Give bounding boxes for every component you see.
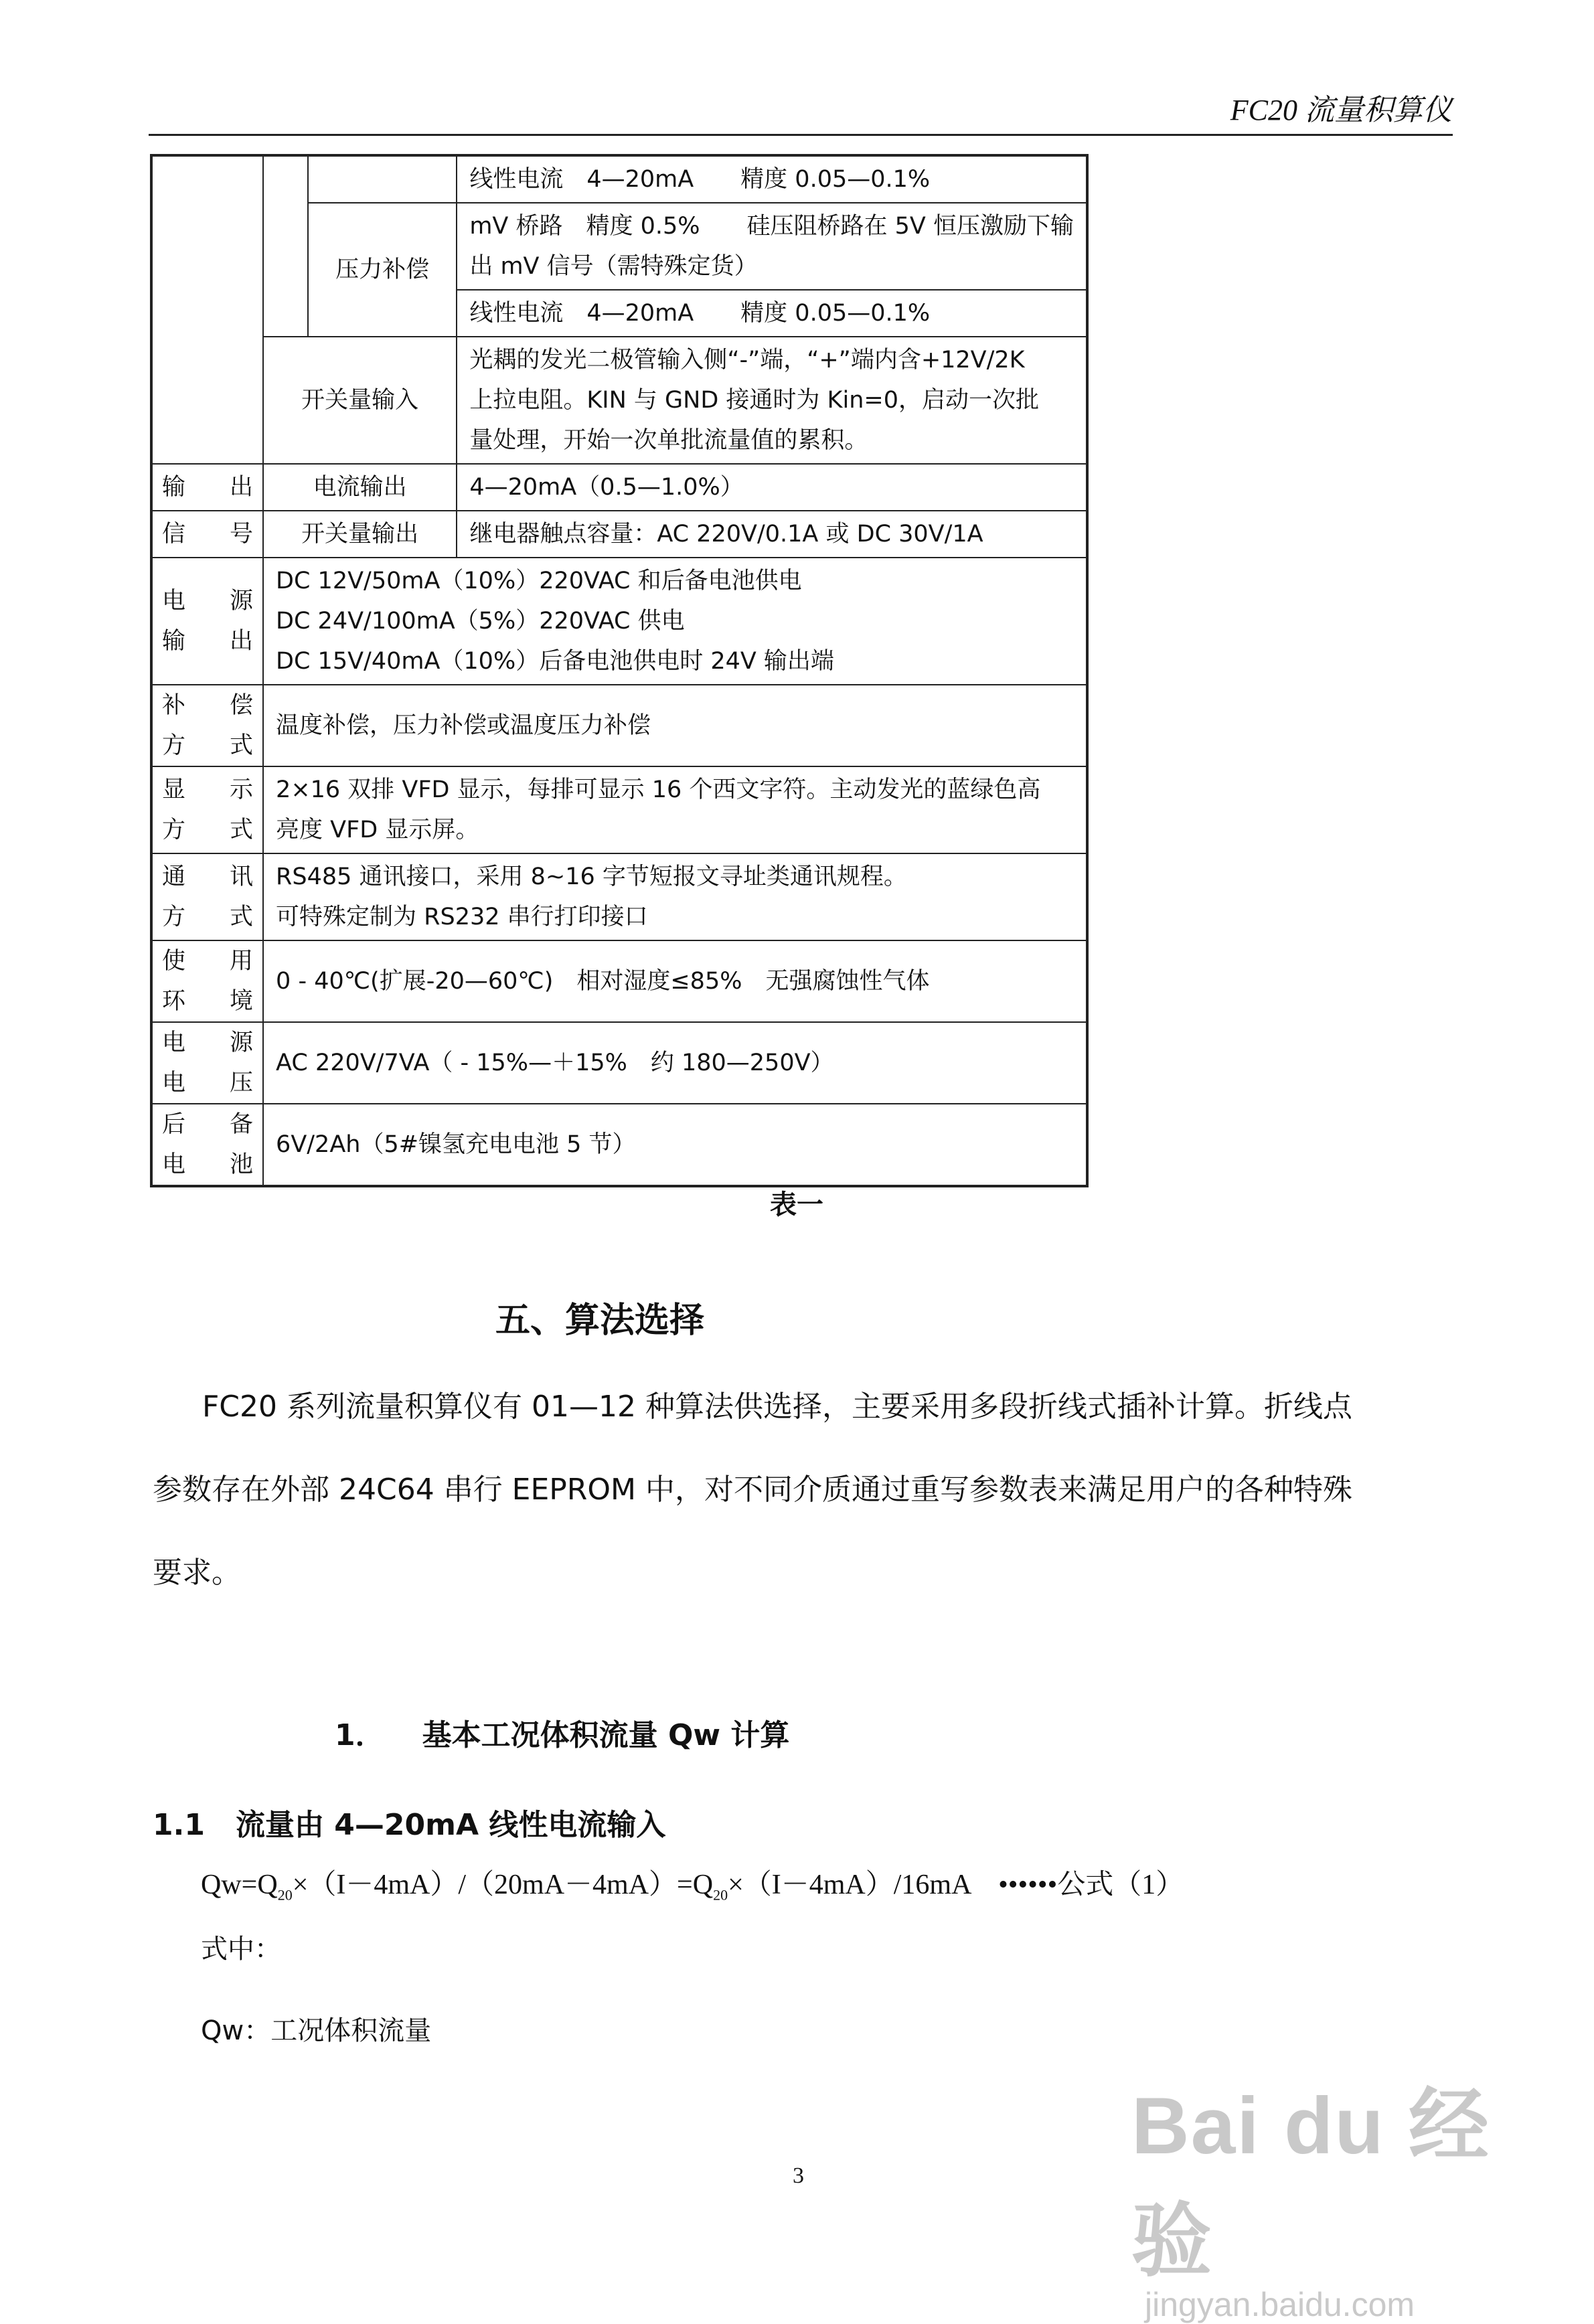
table-cell: 光耦的发光二极管输入侧“-”端，“+”端内含+12V/2K 上拉电阻。KIN 与 GND 接通时为 Kin=0，启动一次批 量处理，开始一次单批流量值的累积。: [457, 337, 1087, 464]
category-cell: 电 源 电 压: [151, 1022, 263, 1104]
section-title: 五、算法选择: [495, 1301, 705, 1341]
table-cell: mV 桥路 精度 0.5% 硅压阻桥路在 5V 恒压激励下输 出 mV 信号（需特殊定货）: [457, 203, 1087, 290]
table-row: [151, 1104, 1087, 1186]
category-cell: 输 出: [151, 464, 263, 511]
header-divider: [149, 134, 1453, 136]
category-cell: 使 用 环 境: [151, 940, 263, 1022]
category-cell: 后 备 电 池: [151, 1104, 263, 1186]
subsection-heading: 1． 基本工况体积流量 Qw 计算: [335, 1718, 790, 1752]
category-cell: 显 示 方 式: [151, 766, 263, 853]
page-number: 3: [793, 2163, 804, 2188]
category-cell: 通 讯 方 式: [151, 853, 263, 940]
current-output-label: 电流输出: [263, 464, 457, 511]
category-cell: 信 号: [151, 511, 263, 558]
switch-output-label: 开关量输出: [263, 511, 457, 558]
spec-table: [150, 154, 1089, 1187]
watermark-logo: Bai du 经验: [1131, 2081, 1491, 2286]
formula: $Qw=Q_{20}\times(I-4mA)/(20mA-4mA)=Q_{20}\times(I-4mA)/16mA$ ••••••公式（1）: [201, 1870, 1184, 1904]
table-row: [151, 464, 1087, 511]
table-row: [151, 940, 1087, 1022]
table-row: [151, 853, 1087, 940]
watermark-url: jingyan.baidu.com: [1145, 2286, 1415, 2323]
table-caption: 表一: [770, 1189, 823, 1220]
table-cell: 0 - 40℃(扩展-20—60℃) 相对湿度≤85% 无强腐蚀性气体: [263, 940, 1087, 1022]
table-cell: 温度补偿，压力补偿或温度压力补偿: [263, 685, 1087, 766]
table-cell: 继电器触点容量：AC 220V/0.1A 或 DC 30V/1A: [457, 511, 1087, 558]
table-row: [151, 337, 1087, 464]
table-row: [151, 1022, 1087, 1104]
table-row: [151, 558, 1087, 685]
table-cell: RS485 通讯接口，采用 8~16 字节短报文寻址类通讯规程。 可特殊定制为 RS232 串行打印接口: [263, 853, 1087, 940]
formula-note-qw: Qw：工况体积流量: [201, 2015, 432, 2046]
subsection-heading-2: 1.1 流量由 4—20mA 线性电流输入: [153, 1808, 666, 1842]
category-cell: 补 偿 方 式: [151, 685, 263, 766]
table-cell: 2×16 双排 VFD 显示，每排可显示 16 个西文字符。主动发光的蓝绿色高 亮度 VFD 显示屏。: [263, 766, 1087, 853]
section-paragraph: FC20 系列流量积算仪有 01—12 种算法供选择，主要采用多段折线式插补计算。折线点 参数存在外部 24C64 串行 EEPROM 中，对不同介质通过重写参数表来满足用户的各种特殊 要求。: [153, 1390, 1352, 1590]
table-cell: 6V/2Ah（5#镍氢充电电池 5 节）: [263, 1104, 1087, 1186]
header-title: FC20 流量积算仪: [1230, 94, 1452, 127]
table-row: [151, 766, 1087, 853]
table-cell: 线性电流 4—20mA 精度 0.05—0.1%: [457, 155, 1087, 203]
category-cell: 电 源 输 出: [151, 558, 263, 685]
table-cell: 线性电流 4—20mA 精度 0.05—0.1%: [457, 290, 1087, 337]
table-row: [151, 511, 1087, 558]
switch-input-label: 开关量输入: [263, 337, 457, 464]
formula-note-intro: 式中：: [201, 1934, 281, 1965]
baidu-watermark: [1131, 2062, 1506, 2323]
table-cell: 4—20mA（0.5—1.0%）: [457, 464, 1087, 511]
table-cell: AC 220V/7VA（ - 15%—＋15% 约 180—250V）: [263, 1022, 1087, 1104]
table-row: [151, 685, 1087, 766]
table-cell: DC 12V/50mA（10%）220VAC 和后备电池供电 DC 24V/100mA（5%）220VAC 供电 DC 15V/40mA（10%）后备电池供电时 24V 输出端: [263, 558, 1087, 685]
pressure-comp-label: 压力补偿: [308, 203, 457, 337]
table-row: [151, 155, 1087, 203]
